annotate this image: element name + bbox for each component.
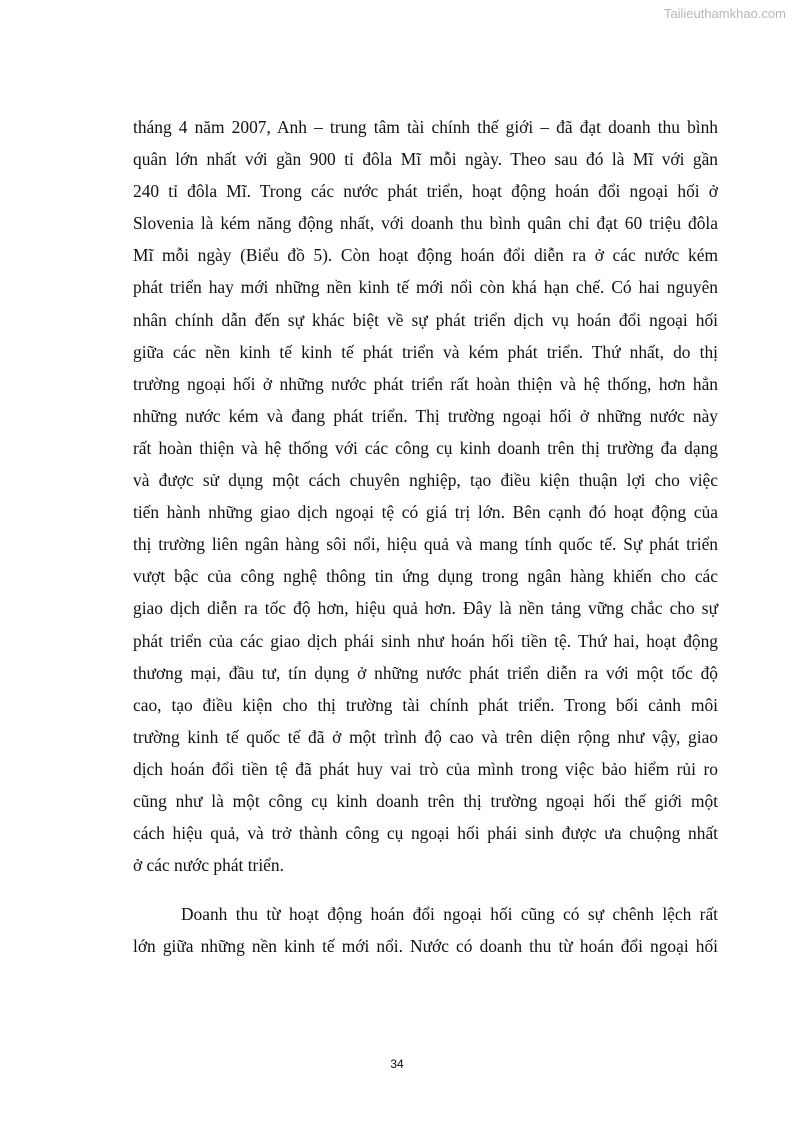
text-line: Mĩ mỗi ngày (Biểu đồ 5). Còn hoạt động hoán đổi diễn ra ở các nước kém: [133, 245, 718, 266]
text-line: Slovenia là kém năng động nhất, với doanh thu bình quân chỉ đạt 60 triệu đôla: [133, 213, 718, 234]
text-line: cách hiệu quả, và trở thành công cụ ngoại hối phái sinh được ưa chuộng nhất: [133, 823, 718, 844]
text-line: tháng 4 năm 2007, Anh – trung tâm tài chính thế giới – đã đạt doanh thu bình: [133, 117, 718, 137]
text-line: giao dịch diễn ra tốc độ hơn, hiệu quả hơn. Đây là nền tảng vững chắc cho sự: [133, 598, 718, 619]
text-line: trường kinh tế quốc tế đã ở một trình độ cao và trên diện rộng như vậy, giao: [133, 726, 718, 747]
text-line: giữa các nền kinh tế kinh tế phát triển và kém phát triển. Thứ nhất, do thị: [133, 341, 718, 362]
text-line: phát triển của các giao dịch phái sinh như hoán hối tiền tệ. Thứ hai, hoạt động: [133, 630, 718, 651]
paragraph-1: [133, 111, 718, 881]
text-line: cũng như là một công cụ kinh doanh trên thị trường ngoại hối thế giới một: [133, 790, 718, 811]
document-body: [133, 111, 718, 962]
text-line: phát triển hay mới những nền kinh tế mới nổi còn khá hạn chế. Có hai nguyên: [133, 277, 718, 298]
text-line: dịch hoán đổi tiền tệ đã phát huy vai trò của mình trong việc bảo hiểm rủi ro: [133, 758, 718, 779]
text-line: cao, tạo điều kiện cho thị trường tài chính phát triển. Trong bối cảnh môi: [133, 694, 718, 715]
text-line: rất hoàn thiện và hệ thống với các công cụ kinh doanh trên thị trường đa dạng: [133, 437, 718, 458]
text-line: và được sử dụng một cách chuyên nghiệp, tạo điều kiện thuận lợi cho việc: [133, 470, 718, 491]
paragraph-2: [133, 898, 718, 962]
watermark: Tailieuthamkhao.com: [663, 6, 786, 21]
page-number: 34: [390, 1057, 404, 1071]
text-line: quân lớn nhất với gần 900 tỉ đôla Mĩ mỗi ngày. Theo sau đó là Mĩ với gần: [133, 149, 718, 170]
text-line: nhân chính dẫn đến sự khác biệt về sự phát triển dịch vụ hoán đổi ngoại hối: [133, 309, 718, 330]
text-line: thị trường liên ngân hàng sôi nổi, hiệu quả và mang tính quốc tế. Sự phát triển: [133, 534, 718, 555]
text-line: lớn giữa những nền kinh tế mới nổi. Nước có doanh thu từ hoán đổi ngoại hối: [133, 936, 718, 957]
text-line: những nước kém và đang phát triển. Thị trường ngoại hối ở những nước này: [133, 405, 718, 426]
text-line: tiến hành những giao dịch ngoại tệ có giá trị lớn. Bên cạnh đó hoạt động của: [133, 502, 718, 523]
text-line: ở các nước phát triển.: [133, 855, 284, 876]
text-line: 240 tỉ đôla Mĩ. Trong các nước phát triển, hoạt động hoán đổi ngoại hối ở: [133, 181, 718, 202]
text-line: vượt bậc của công nghệ thông tin ứng dụng trong ngân hàng khiến cho các: [133, 566, 718, 587]
text-line: thương mại, đầu tư, tín dụng ở những nước phát triển diễn ra với một tốc độ: [133, 662, 718, 683]
text-line: Doanh thu từ hoạt động hoán đổi ngoại hối cũng có sự chênh lệch rất: [181, 904, 718, 925]
text-line: trường ngoại hối ở những nước phát triển rất hoàn thiện và hệ thống, hơn hẳn: [133, 373, 718, 394]
